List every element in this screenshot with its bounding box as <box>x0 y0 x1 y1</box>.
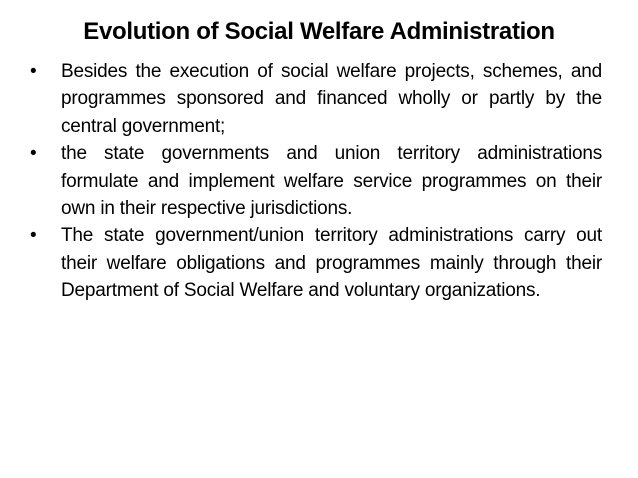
bullet-item: • The state government/union territory administrations carry out their welfare obligations and programmes mainly through their Department of Social Welfare and voluntary organizations. <box>30 222 602 304</box>
bullet-item: • the state governments and union territory administrations formulate and implement welfare service programmes on their own in their respective jurisdictions. <box>30 140 602 222</box>
bullet-item: • Besides the execution of social welfare projects, schemes, and programmes sponsored and financed wholly or partly by the central government; <box>30 58 602 140</box>
slide-title: Evolution of Social Welfare Administration <box>83 18 555 45</box>
bullet-list <box>30 58 602 305</box>
